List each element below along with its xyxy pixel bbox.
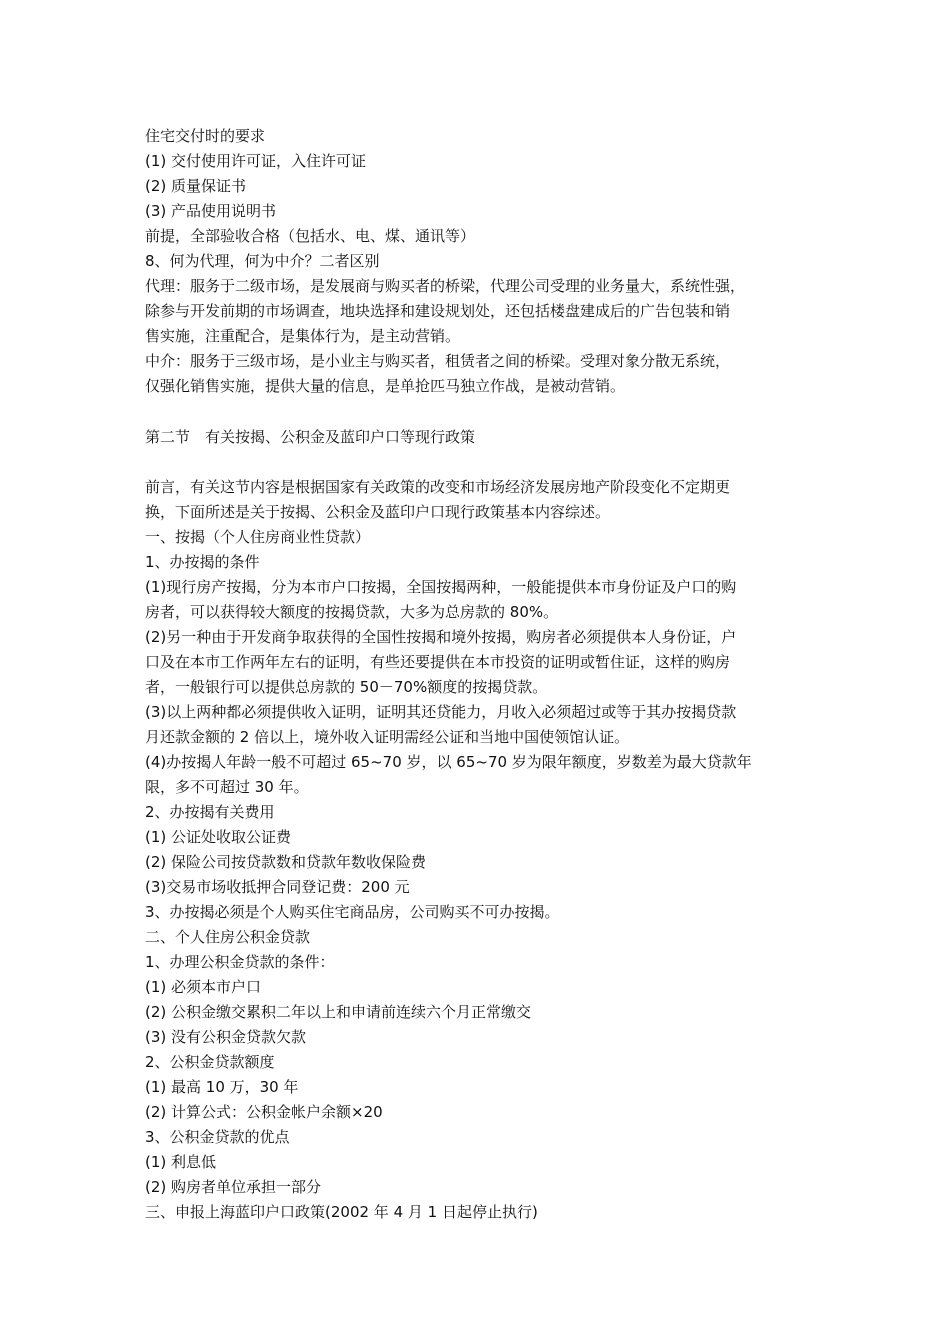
text-line: (1)现行房产按揭，分为本市户口按揭，全国按揭两种，一般能提供本市身份证及户口的购 [145,578,737,596]
text-line: (1) 必须本市户口 [145,978,262,996]
text-line: (1) 利息低 [145,1153,217,1171]
subsection-heading: 二、个人住房公积金贷款 [145,928,311,946]
text-line: (1) 最高 10 万，30 年 [145,1078,299,1096]
text-line: 1、办理公积金贷款的条件： [145,953,335,971]
text-line: (3)交易市场收抵押合同登记费：200 元 [145,878,410,896]
text-line: (2) 公积金缴交累积二年以上和申请前连续六个月正常缴交 [145,1003,532,1021]
text-line: (2) 质量保证书 [145,177,247,195]
text-line: 者，一般银行可以提供总房款的 50－70%额度的按揭贷款。 [145,678,548,696]
text-line: (3) 产品使用说明书 [145,202,277,220]
text-line: 房者，可以获得较大额度的按揭贷款，大多为总房款的 80%。 [145,603,559,621]
text-line: (3) 没有公积金贷款欠款 [145,1028,307,1046]
question-heading: 8、何为代理，何为中介？二者区别 [145,252,380,270]
text-line: 3、公积金贷款的优点 [145,1128,290,1146]
text-line: (2)另一种由于开发商争取获得的全国性按揭和境外按揭，购房者必须提供本人身份证，户 [145,628,737,646]
subsection-heading: 一、按揭（个人住房商业性贷款） [145,528,371,546]
text-line: (2) 计算公式：公积金帐户余额×20 [145,1103,383,1121]
text-line: 换，下面所述是关于按揭、公积金及蓝印户口现行政策基本内容综述。 [145,503,611,521]
text-line: 2、办按揭有关费用 [145,803,275,821]
text-line: 3、办按揭必须是个人购买住宅商品房，公司购买不可办按揭。 [145,903,560,921]
text-line: 除参与开发前期的市场调查，地块选择和建设规划处，还包括楼盘建成后的广告包装和销 [145,302,731,320]
section-heading: 第二节 有关按揭、公积金及蓝印户口等现行政策 [145,428,476,446]
text-line: 1、办按揭的条件 [145,553,260,571]
text-line: (1) 公证处收取公证费 [145,828,292,846]
text-line: 中介：服务于三级市场，是小业主与购买者，租赁者之间的桥梁。受理对象分散无系统， [145,352,731,370]
text-line: (3)以上两种都必须提供收入证明，证明其还贷能力，月收入必须超过或等于其办按揭贷款 [145,703,737,721]
text-line: 限，多不可超过 30 年。 [145,778,309,796]
text-line: 2、公积金贷款额度 [145,1053,275,1071]
text-line: 代理：服务于二级市场，是发展商与购买者的桥梁，代理公司受理的业务量大，系统性强， [145,277,746,295]
text-line: 口及在本市工作两年左右的证明，有些还要提供在本市投资的证明或暂住证，这样的购房 [145,653,731,671]
text-line: 售实施，注重配合，是集体行为，是主动营销。 [145,327,461,345]
subsection-heading: 三、申报上海蓝印户口政策(2002 年 4 月 1 日起停止执行) [145,1203,538,1221]
text-line: 前提，全部验收合格（包括水、电、煤、通讯等） [145,227,476,245]
text-line: 仅强化销售实施，提供大量的信息，是单抢匹马独立作战，是被动营销。 [145,377,626,395]
text-line: 月还款金额的 2 倍以上，境外收入证明需经公证和当地中国使领馆认证。 [145,728,630,746]
text-line: 住宅交付时的要求 [145,127,266,145]
text-line: 前言，有关这节内容是根据国家有关政策的改变和市场经济发展房地产阶段变化不定期更 [145,478,731,496]
text-line: (2) 购房者单位承担一部分 [145,1178,322,1196]
text-line: (1) 交付使用许可证，入住许可证 [145,152,367,170]
text-line: (2) 保险公司按贷款数和贷款年数收保险费 [145,853,427,871]
text-line: (4)办按揭人年龄一般不可超过 65~70 岁，以 65~70 岁为限年额度，岁数差为最大贷款年 [145,753,752,771]
